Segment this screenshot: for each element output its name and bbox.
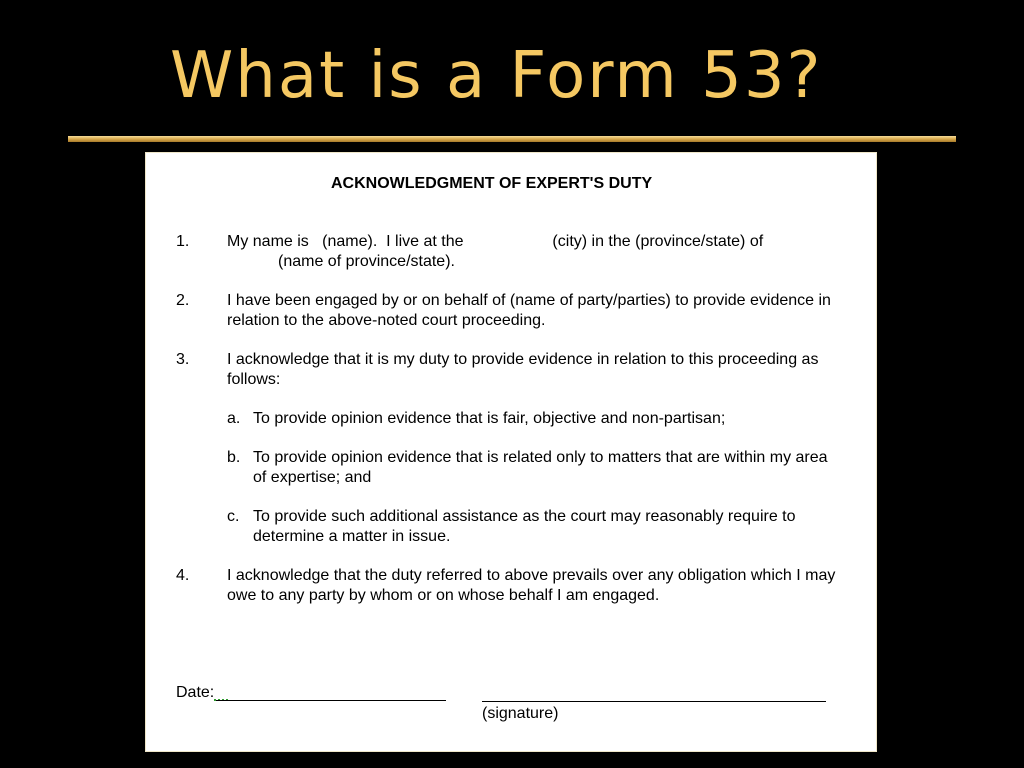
slide-title: What is a Form 53?: [170, 39, 823, 113]
item-3b-letter: b.: [227, 449, 241, 466]
item-3-number: 3.: [176, 351, 190, 368]
item-3a-letter: a.: [227, 410, 241, 427]
title-divider: [68, 136, 956, 142]
item-1-line-2: (name of province/state).: [278, 253, 455, 270]
signature-label: (signature): [482, 705, 559, 722]
item-4-text: I acknowledge that the duty referred to above prevails over any obligation which I may owe to any party by whom or on whose behalf I am engaged.: [227, 567, 836, 604]
date-line: [216, 700, 446, 701]
item-3-text: I acknowledge that it is my duty to provide evidence in relation to this proceeding as follows:: [227, 351, 819, 388]
item-3c-letter: c.: [227, 508, 240, 525]
item-3c-text: To provide such additional assistance as the court may reasonably require to determine a matter in issue.: [253, 508, 796, 545]
item-4-number: 4.: [176, 567, 190, 584]
signature-line: [482, 701, 826, 702]
item-3a-text: To provide opinion evidence that is fair, objective and non-partisan;: [253, 410, 726, 427]
item-1-number: 1.: [176, 233, 190, 250]
item-1-line-1: My name is (name). I live at the (city) in the (province/state) of: [227, 233, 764, 250]
form-53-document: [145, 152, 877, 752]
date-label: Date:: [176, 684, 215, 701]
form-heading: ACKNOWLEDGMENT OF EXPERT'S DUTY: [331, 175, 653, 192]
item-2-text: I have been engaged by or on behalf of (name of party/parties) to provide evidence in relation to the above-noted court proceeding.: [227, 292, 831, 329]
item-2-number: 2.: [176, 292, 190, 309]
item-3b-text: To provide opinion evidence that is related only to matters that are within my area of expertise; and: [253, 449, 828, 486]
